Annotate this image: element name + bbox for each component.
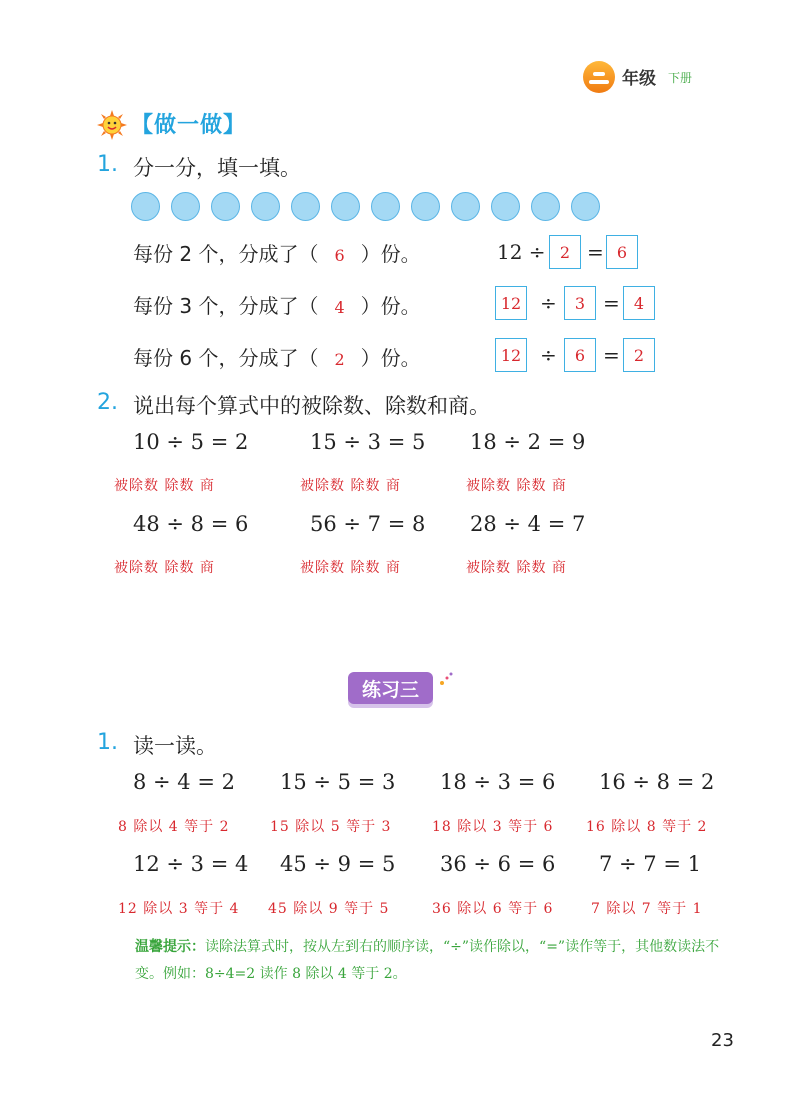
answer-box: 4 xyxy=(623,286,655,320)
equals-sign: = xyxy=(603,343,620,367)
section-title: 【做一做】 xyxy=(131,113,247,138)
equation: 18 ÷ 3 = 6 xyxy=(440,770,556,794)
circle xyxy=(571,192,600,221)
grade-label: 年级 xyxy=(622,69,656,89)
term-labels: 被除数 除数 商 xyxy=(300,478,401,494)
sentence-tail: ）份。 xyxy=(360,346,421,370)
term-labels: 被除数 除数 商 xyxy=(466,478,567,494)
equation: 18 ÷ 2 = 9 xyxy=(470,430,586,454)
equation-prefix: 12 ÷ xyxy=(497,240,546,264)
tip-label: 温馨提示： xyxy=(135,939,205,955)
term-labels: 被除数 除数 商 xyxy=(466,560,567,576)
circle xyxy=(131,192,160,221)
answer-blank: 4 xyxy=(334,298,345,317)
equation: 56 ÷ 7 = 8 xyxy=(310,512,426,536)
fill-sentence xyxy=(133,290,421,319)
equals-sign: = xyxy=(603,291,620,315)
question-number: 1. xyxy=(97,730,118,755)
term-label: 下册 xyxy=(668,71,693,85)
reading-text: 18 除以 3 等于 6 xyxy=(432,819,554,835)
equation: 8 ÷ 4 = 2 xyxy=(133,770,235,794)
answer-box: 6 xyxy=(606,235,638,269)
answer-box: 6 xyxy=(564,338,596,372)
answer-box: 3 xyxy=(564,286,596,320)
circle xyxy=(211,192,240,221)
equation: 10 ÷ 5 = 2 xyxy=(133,430,249,454)
sentence-tail: ）份。 xyxy=(360,294,421,318)
question-prompt: 说出每个算式中的被除数、除数和商。 xyxy=(133,394,490,418)
term-labels: 被除数 除数 商 xyxy=(300,560,401,576)
circle xyxy=(291,192,320,221)
equation: 15 ÷ 5 = 3 xyxy=(280,770,396,794)
reading-text: 45 除以 9 等于 5 xyxy=(268,901,390,917)
question-number: 2. xyxy=(97,390,118,415)
grade-badge-icon xyxy=(583,61,615,93)
sentence-text: 每份 2 个，分成了（ xyxy=(133,242,319,266)
equation: 28 ÷ 4 = 7 xyxy=(470,512,586,536)
equation: 48 ÷ 8 = 6 xyxy=(133,512,249,536)
answer-box: 12 xyxy=(495,286,527,320)
question-prompt: 读一读。 xyxy=(133,734,217,758)
sentence-tail: ）份。 xyxy=(360,242,421,266)
circle xyxy=(331,192,360,221)
circle xyxy=(451,192,480,221)
equation: 16 ÷ 8 = 2 xyxy=(599,770,715,794)
tip-body: 读除法算式时，按从左到右的顺序读，“÷”读作除以，“=”读作等于，其他数读法不变。例如：8÷4=2 读作 8 除以 4 等于 2。 xyxy=(135,939,720,982)
equals-sign: = xyxy=(587,240,604,264)
exercise-title: 练习三 xyxy=(348,672,433,704)
fill-sentence xyxy=(133,238,421,267)
answer-blank: 6 xyxy=(334,246,345,265)
circle xyxy=(411,192,440,221)
page-number: 23 xyxy=(711,1030,734,1051)
equation: 45 ÷ 9 = 5 xyxy=(280,852,396,876)
circle xyxy=(371,192,400,221)
question-number: 1. xyxy=(97,152,118,177)
reading-text: 12 除以 3 等于 4 xyxy=(118,901,240,917)
question-prompt: 分一分，填一填。 xyxy=(133,156,301,180)
answer-blank: 2 xyxy=(334,350,345,369)
circle xyxy=(531,192,560,221)
reading-text: 36 除以 6 等于 6 xyxy=(432,901,554,917)
fill-sentence xyxy=(133,342,421,371)
equation: 36 ÷ 6 = 6 xyxy=(440,852,556,876)
equation: 7 ÷ 7 = 1 xyxy=(599,852,701,876)
reading-text: 16 除以 8 等于 2 xyxy=(586,819,708,835)
division-sign: ÷ xyxy=(540,343,557,367)
reading-text: 7 除以 7 等于 1 xyxy=(591,901,703,917)
answer-box: 2 xyxy=(549,235,581,269)
circle xyxy=(491,192,520,221)
answer-box: 12 xyxy=(495,338,527,372)
circle xyxy=(251,192,280,221)
reading-text: 15 除以 5 等于 3 xyxy=(270,819,392,835)
sentence-text: 每份 6 个，分成了（ xyxy=(133,346,319,370)
circle-group xyxy=(131,192,600,221)
reading-text: 8 除以 4 等于 2 xyxy=(118,819,230,835)
term-labels: 被除数 除数 商 xyxy=(114,560,215,576)
smiling-sun-icon xyxy=(97,110,127,140)
term-labels: 被除数 除数 商 xyxy=(114,478,215,494)
equation: 15 ÷ 3 = 5 xyxy=(310,430,426,454)
sentence-text: 每份 3 个，分成了（ xyxy=(133,294,319,318)
equation: 12 ÷ 3 = 4 xyxy=(133,852,249,876)
tip-box xyxy=(135,934,725,988)
circle xyxy=(171,192,200,221)
division-sign: ÷ xyxy=(540,291,557,315)
answer-box: 2 xyxy=(623,338,655,372)
sparkle-dots-icon xyxy=(437,669,457,689)
